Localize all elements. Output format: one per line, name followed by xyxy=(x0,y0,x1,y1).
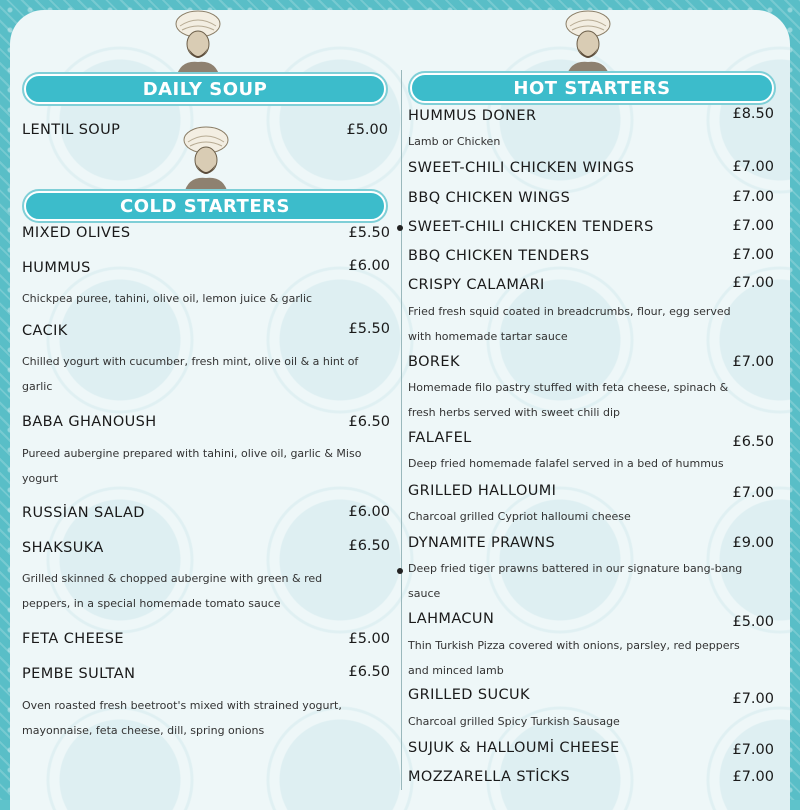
menu-item-name: MOZZARELLA STİCKS xyxy=(408,769,570,785)
menu-item-name: FETA CHEESE xyxy=(22,631,124,647)
section-title: COLD STARTERS xyxy=(120,195,290,217)
divider-dot xyxy=(397,225,403,231)
sultan-portrait-icon xyxy=(162,8,232,78)
menu-item-price: £7.00 xyxy=(732,485,774,501)
sultan-portrait-icon xyxy=(170,124,240,194)
menu-item-price: £7.00 xyxy=(732,159,774,175)
menu-item-price: £5.00 xyxy=(346,122,388,138)
menu-item-description: Chilled yogurt with cucumber, fresh mint, olive oil & a hint of garlic xyxy=(22,355,359,393)
menu-item-name: DYNAMITE PRAWNS xyxy=(408,535,556,551)
menu-item-price: £7.00 xyxy=(732,769,774,785)
menu-item-name: BOREK xyxy=(408,354,460,370)
menu-item-description: Lamb or Chicken xyxy=(408,135,501,148)
section-title: DAILY SOUP xyxy=(142,78,268,100)
menu-item-description: Chickpea puree, tahini, olive oil, lemon juice & garlic xyxy=(22,292,313,305)
menu-item-name: FALAFEL xyxy=(408,430,472,446)
menu-item-name: LAHMACUN xyxy=(408,611,495,627)
menu-item-price: £7.00 xyxy=(732,354,774,370)
menu-item-price: £7.00 xyxy=(732,189,774,205)
menu-item-name: CACIK xyxy=(22,323,68,339)
menu-item-price: £5.00 xyxy=(348,631,390,647)
menu-item-price: £6.50 xyxy=(348,664,390,680)
menu-item-description: Homemade filo pastry stuffed with feta cheese, spinach & fresh herbs served with sweet chili dip xyxy=(408,381,729,419)
menu-item-description: Grilled skinned & chopped aubergine with green & red peppers, in a special homemade tomato sauce xyxy=(22,572,323,610)
menu-item-price: £7.00 xyxy=(732,247,774,263)
menu-item-description: Thin Turkish Pizza covered with onions, parsley, red peppers and minced lamb xyxy=(408,639,740,677)
section-header-cold-starters xyxy=(24,191,386,221)
menu-item-name: LENTIL SOUP xyxy=(22,122,121,138)
menu-item-name: HUMMUS xyxy=(22,260,91,276)
menu-item-name: SUJUK & HALLOUMİ CHEESE xyxy=(408,740,620,756)
menu-item-price: £6.50 xyxy=(732,434,774,450)
menu-item-price: £7.00 xyxy=(732,742,774,758)
menu-item-name: HUMMUS DONER xyxy=(408,108,537,124)
menu-item-description: Charcoal grilled Cypriot halloumi cheese xyxy=(408,510,631,523)
sultan-portrait-icon xyxy=(552,8,622,78)
menu-item-name: BBQ CHICKEN WINGS xyxy=(408,190,571,206)
menu-item-description: Pureed aubergine prepared with tahini, olive oil, garlic & Miso yogurt xyxy=(22,447,362,485)
menu-item-price: £5.00 xyxy=(732,614,774,630)
menu-item-description: Oven roasted fresh beetroot's mixed with strained yogurt, mayonnaise, feta cheese, dill, spring onions xyxy=(22,699,342,737)
menu-item-price: £8.50 xyxy=(732,106,774,122)
section-header-hot-starters xyxy=(410,73,774,103)
menu-item-name: SHAKSUKA xyxy=(22,540,104,556)
menu-item-name: GRILLED SUCUK xyxy=(408,687,530,703)
menu-item-description: Fried fresh squid coated in breadcrumbs, flour, egg served with homemade tartar sauce xyxy=(408,305,731,343)
menu-item-name: SWEET-CHILI CHICKEN WINGS xyxy=(408,160,635,176)
menu-item-name: MIXED OLIVES xyxy=(22,225,131,241)
menu-item-name: SWEET-CHILI CHICKEN TENDERS xyxy=(408,219,654,235)
section-title: HOT STARTERS xyxy=(513,77,671,99)
menu-item-name: BBQ CHICKEN TENDERS xyxy=(408,248,590,264)
menu-item-price: £7.00 xyxy=(732,691,774,707)
divider-dot xyxy=(397,568,403,574)
section-header-daily-soup xyxy=(24,74,386,104)
menu-item-price: £5.50 xyxy=(348,225,390,241)
menu-item-price: £7.00 xyxy=(732,218,774,234)
menu-item-name: CRISPY CALAMARI xyxy=(408,277,545,293)
menu-item-price: £6.00 xyxy=(348,258,390,274)
menu-item-price: £6.00 xyxy=(348,504,390,520)
column-divider xyxy=(401,70,402,790)
menu-item-description: Deep fried homemade falafel served in a bed of hummus xyxy=(408,457,724,470)
menu-item-price: £6.50 xyxy=(348,414,390,430)
menu-item-price: £7.00 xyxy=(732,275,774,291)
menu-item-description: Charcoal grilled Spicy Turkish Sausage xyxy=(408,715,620,728)
menu-item-price: £9.00 xyxy=(732,535,774,551)
menu-item-name: RUSSİAN SALAD xyxy=(22,505,145,521)
menu-item-price: £5.50 xyxy=(348,321,390,337)
menu-item-name: GRILLED HALLOUMI xyxy=(408,483,557,499)
menu-item-price: £6.50 xyxy=(348,538,390,554)
menu-item-name: BABA GHANOUSH xyxy=(22,414,157,430)
menu-item-description: Deep fried tiger prawns battered in our signature bang-bang sauce xyxy=(408,562,743,600)
menu-item-name: PEMBE SULTAN xyxy=(22,666,136,682)
